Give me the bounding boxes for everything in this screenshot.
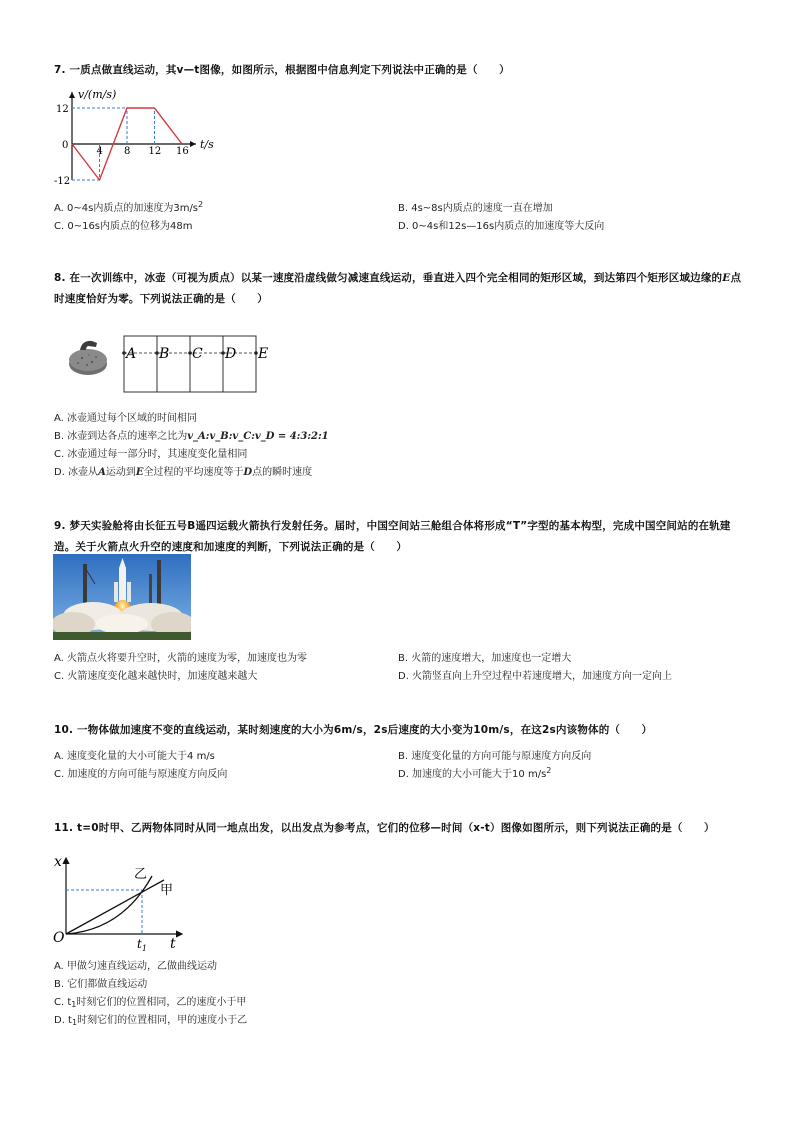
q9-option-b[interactable]: B. 火箭的速度增大，加速度也一定增大 <box>398 653 572 664</box>
q11-option-c[interactable]: C. $t_1$时刻它们的位置相同，乙的速度小于甲 <box>54 997 247 1009</box>
q7-time-axis-arrow <box>190 141 196 147</box>
point-d-label: D <box>225 346 237 362</box>
q9-option-d[interactable]: D. 火箭竖直向上升空过程中若速度增大，加速度方向一定向上 <box>398 671 673 682</box>
point-a-label: A <box>126 346 137 362</box>
rocket-launch-photo <box>53 554 191 640</box>
point-b-label: B <box>159 346 170 362</box>
q11-option-b[interactable]: B. 它们都做直线运动 <box>54 979 148 990</box>
q7-xtick-16: 16 <box>176 146 189 157</box>
q8-option-c[interactable]: C. 冰壶通过每一部分时，其速度变化量相同 <box>54 449 248 460</box>
q11-t1-label: $t_1$ <box>137 937 147 952</box>
q11-option-d[interactable]: D. $t_1$时刻它们的位置相同，甲的速度小于乙 <box>54 1015 248 1027</box>
four-rect-regions <box>124 336 256 392</box>
q7-xtick-4: 4 <box>96 146 103 157</box>
q8-curling-diagram <box>58 330 298 396</box>
q10-option-a[interactable]: A. 速度变化量的大小可能大于4 m/s <box>54 751 215 762</box>
q10-option-b[interactable]: B. 速度变化量的方向可能与原速度方向反向 <box>398 751 592 762</box>
q11-label-yi: 乙 <box>134 867 148 882</box>
q10-option-c[interactable]: C. 加速度的方向可能与原速度方向反向 <box>54 769 228 780</box>
point-c-label: C <box>192 346 203 362</box>
q7-ytick-0: 0 <box>62 140 69 151</box>
q8-stem: 8. 在一次训练中，冰壶（可视为质点）以某一速度沿虚线做匀减速直线运动，垂直进入四个完全相同的矩形区域，到达第四个矩形区域边缘的E点时速度恰好为零。下列说法正确的是（ ） <box>54 272 742 305</box>
q9-option-c[interactable]: C. 火箭速度变化越来越快时，加速度越来越大 <box>54 671 258 682</box>
q10-option-d[interactable]: D. 加速度的大小可能大于10 $m/s^2$ <box>398 766 552 780</box>
q11-label-jia: 甲 <box>160 883 174 898</box>
q7-stem: 7. 一质点做直线运动，其v—t图像，如图所示，根据图中信息判定下列说法中正确的是（ ） <box>54 64 510 76</box>
q11-curve-yi <box>66 876 152 934</box>
q8-option-d[interactable]: D. 冰壶从A运动到E全过程的平均速度等于D点的瞬时速度 <box>54 467 313 478</box>
q7-option-a[interactable]: A. 0~4s内质点的加速度为$3m/s^2$ <box>54 200 204 214</box>
q7-ytick-12: 12 <box>56 104 69 115</box>
q9-stem: 9. 梦天实验舱将由长征五号B遥四运载火箭执行发射任务。届时，中国空间站三舱组合体将形成“T”字型的基本构型，完成中国空间站的在轨建造。关于火箭点火升空的速度和加速度的判断，下列说法正确的是（ ） <box>54 520 731 553</box>
q7-option-d[interactable]: D. 0~4s和12s—16s内质点的加速度等大反向 <box>398 221 605 232</box>
q7-velocity-axis-arrow <box>69 92 75 98</box>
q7-xtick-12: 12 <box>148 146 162 157</box>
q10-stem: 10. 一物体做加速度不变的直线运动，某时刻速度的大小为6m/s，2s后速度的大小变为10m/s，在这2s内该物体的（ ） <box>54 724 653 736</box>
q7-xtick-8: 8 <box>124 146 131 157</box>
q11-stem: 11. t=0时甲、乙两物体同时从同一地点出发，以出发点为参考点，它们的位移—时间（x-t）图像如图所示，则下列说法正确的是（ ） <box>54 822 715 834</box>
q7-ytick--12: -12 <box>54 176 71 187</box>
q11-x-label: x <box>54 854 62 870</box>
q8-option-b[interactable]: B. 冰壶到达各点的速率之比为v_A:v_B:v_C:v_D = 4:3:2:1 <box>54 431 329 442</box>
q11-t-label: t <box>170 936 176 952</box>
q7-xlabel: t/s <box>200 138 214 151</box>
q11-origin-label: O <box>53 930 65 946</box>
q9-option-a[interactable]: A. 火箭点火将要升空时，火箭的速度为零，加速度也为零 <box>54 653 308 664</box>
q7-option-b[interactable]: B. 4s~8s内质点的速度一直在增加 <box>398 203 553 214</box>
q11-xt-graph <box>52 852 192 952</box>
q7-ylabel: v/(m/s) <box>78 88 117 101</box>
q7-vt-chart <box>54 84 224 194</box>
q11-option-a[interactable]: A. 甲做匀速直线运动，乙做曲线运动 <box>54 961 218 972</box>
q8-ratio-formula: v_A:v_B:v_C:v_D = 4:3:2:1 <box>187 431 329 442</box>
point-e-label: E <box>258 346 269 362</box>
q11-line-jia <box>66 880 164 934</box>
q8-option-a[interactable]: A. 冰壶通过每个区域的时间相同 <box>54 413 198 424</box>
q7-option-c[interactable]: C. 0~16s内质点的位移为48m <box>54 221 193 232</box>
curling-stone-icon <box>69 341 107 375</box>
